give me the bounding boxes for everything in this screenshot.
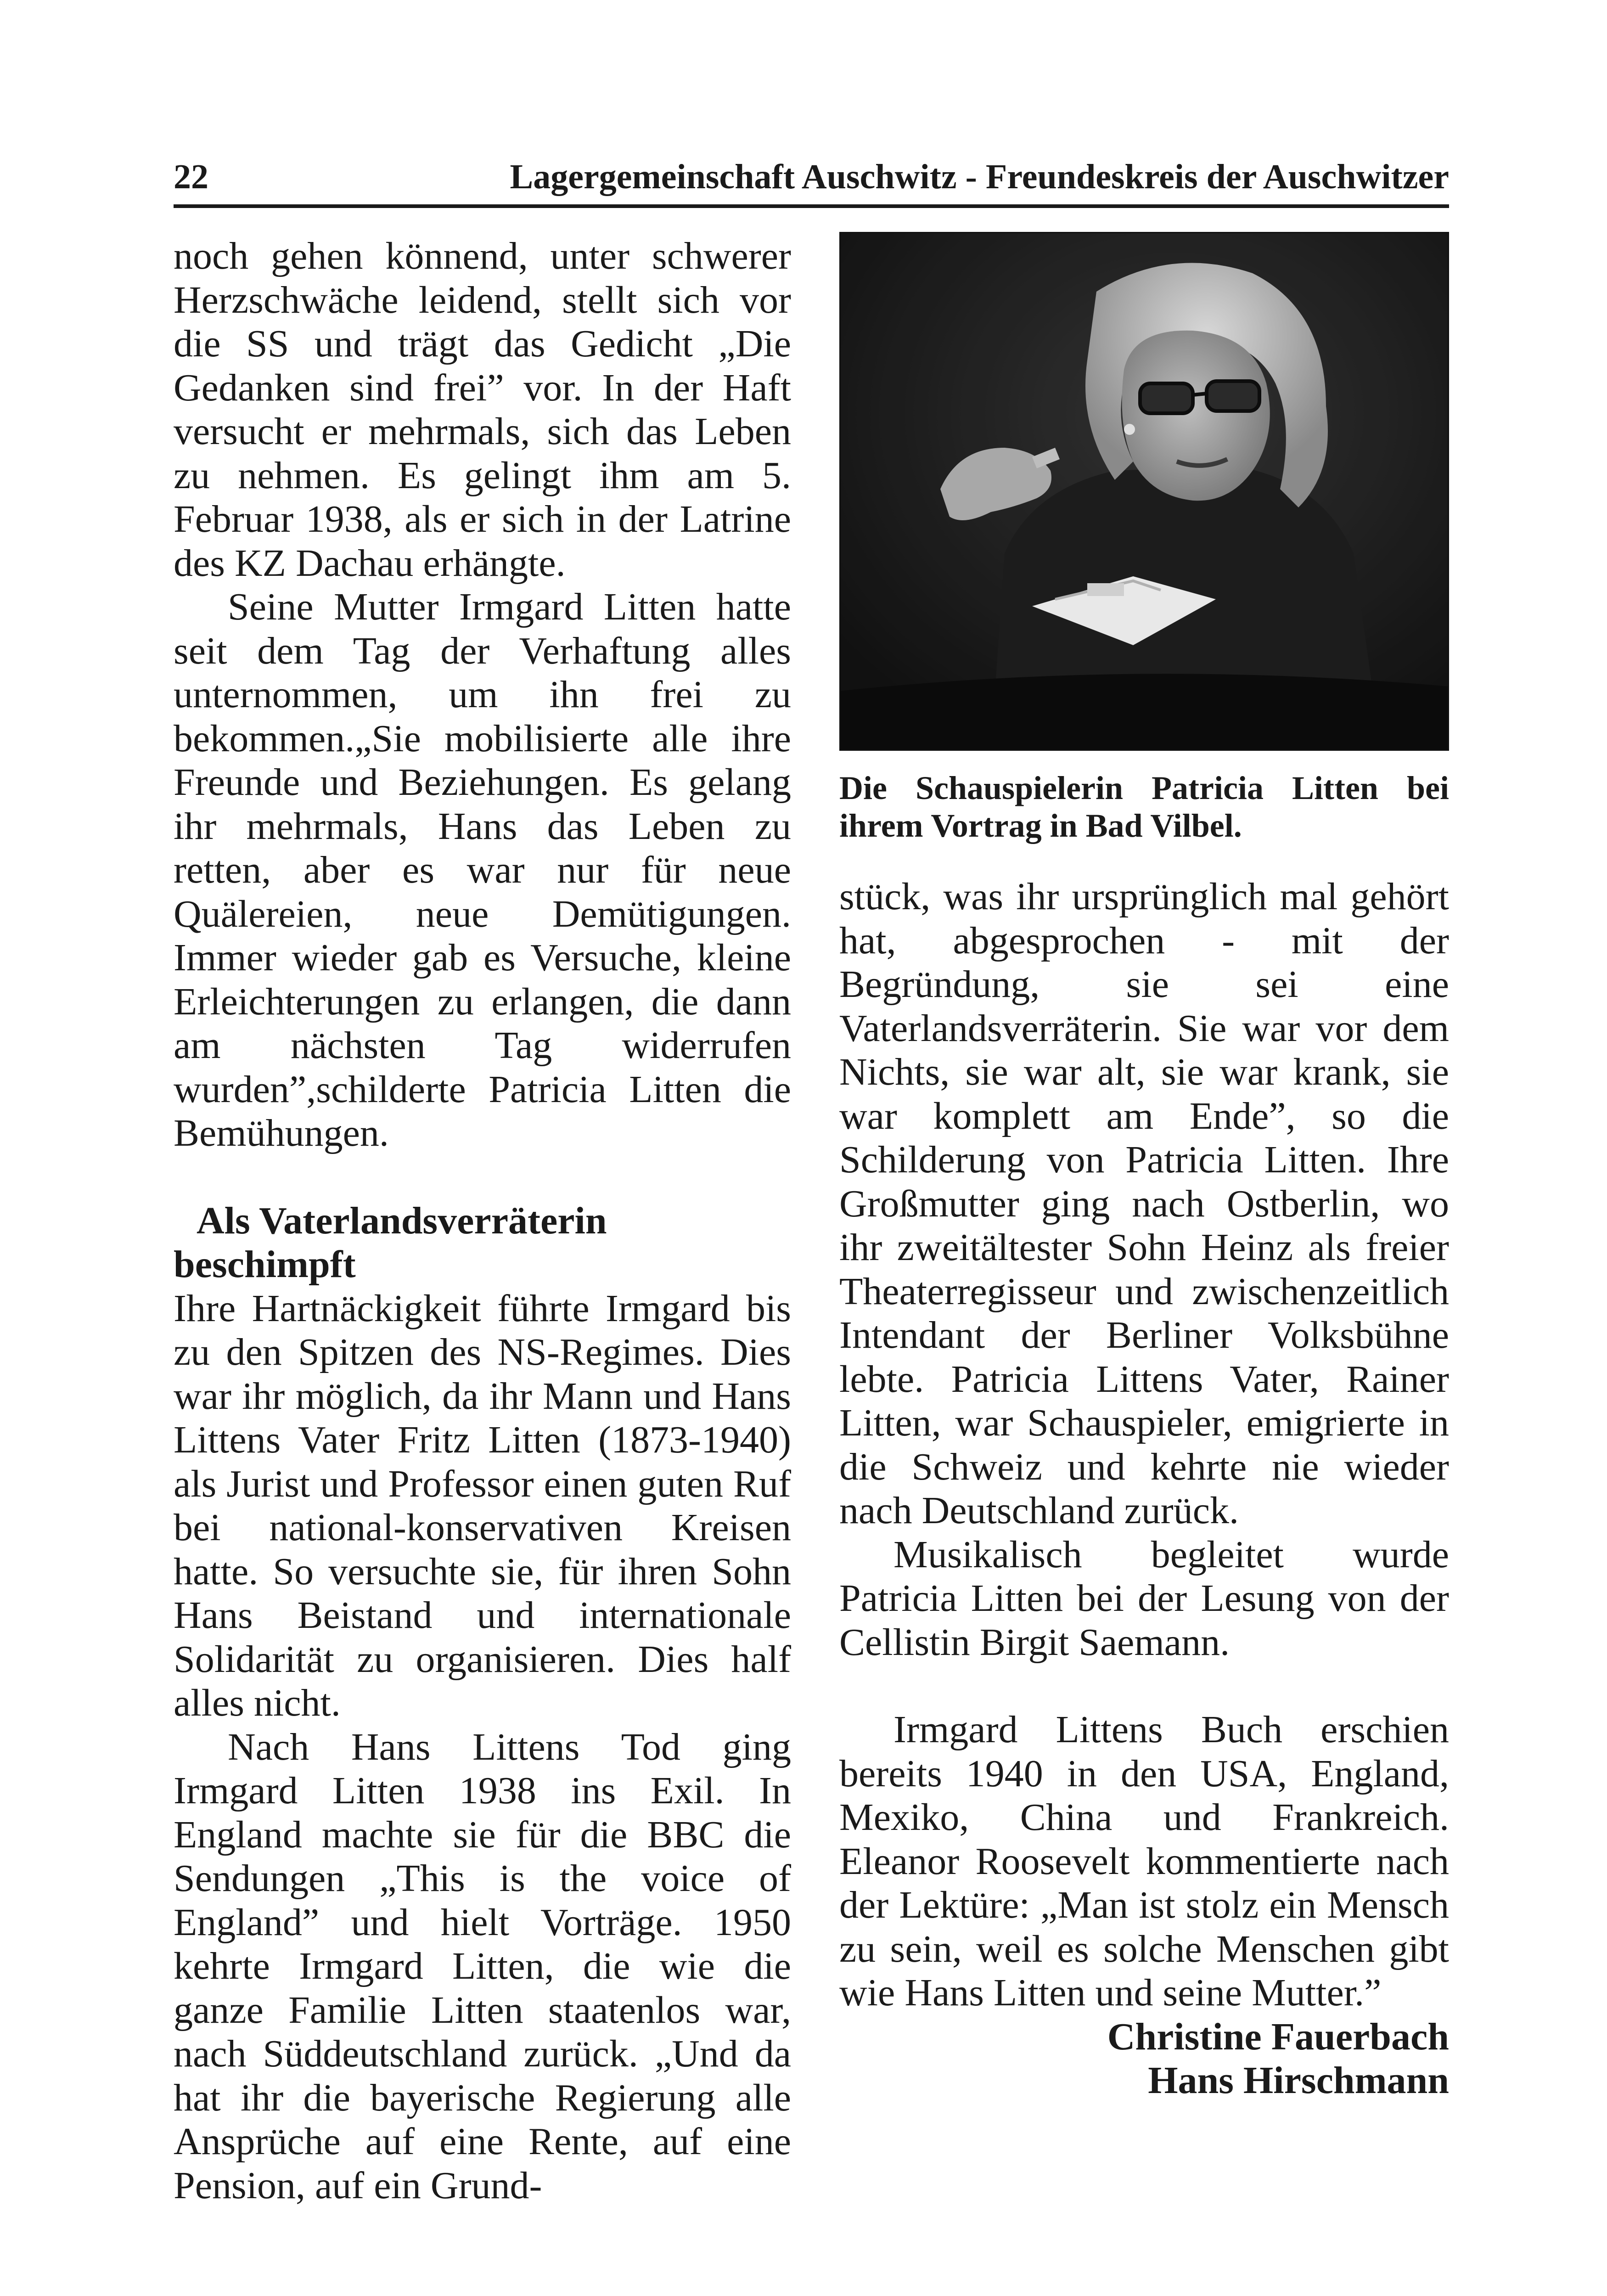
- author-name: Hans Hirschmann: [1148, 2059, 1449, 2102]
- photo-image: [839, 232, 1449, 751]
- paragraph: noch gehen könnend, unter schwerer Herzschwäche leidend, stellt sich vor die SS und trägt das Gedicht „Die Gedanken sind frei” vor. In der Haft versucht er mehrmals, sich das Leben zu nehmen. Es gelingt ihm am 5. Februar 1938, als er sich in der Latrine des KZ Dachau erhängte.: [174, 235, 791, 585]
- photo-caption: Die Schauspielerin Patricia Litten bei ihrem Vortrag in Bad Vilbel.: [839, 770, 1449, 844]
- paragraph-gap: [174, 1155, 791, 1199]
- paragraph: Nach Hans Littens Tod ging Irmgard Litten 1938 ins Exil. In England machte sie für die BBC die Sendungen „This is the voice of England” und hielt Vorträge. 1950 kehrte Irmgard Litten, die wie die ganze Familie Litten staatenlos war, nach Süddeutschland zurück. „Und da hat ihr die bayerische Regierung alle Ansprüche auf eine Rente, auf eine Pension, auf ein Grund-: [174, 1725, 791, 2207]
- author-name: Christine Fauerbach: [1107, 2015, 1449, 2058]
- page-header: [174, 154, 1449, 208]
- right-column: [839, 875, 1449, 2103]
- paragraph: Musikalisch begleitet wurde Patricia Litten bei der Lesung von der Cellistin Birgit Saemann.: [839, 1533, 1449, 1664]
- photo-patricia-litten: [839, 232, 1449, 751]
- subheading: Als Vaterlandsverräterin beschimpft: [174, 1199, 607, 1286]
- running-title: Lagergemeinschaft Auschwitz - Freundeskreis der Auschwitzer: [510, 158, 1449, 196]
- page-number: 22: [174, 158, 208, 196]
- left-column: [174, 234, 791, 2207]
- paragraph: Irmgard Littens Buch erschien bereits 1940 in den USA, England, Mexiko, China und Frankreich. Eleanor Roosevelt kommentierte nach der Lektüre: „Man ist stolz ein Mensch zu sein, weil es solche Menschen gibt wie Hans Litten und seine Mutter.”: [839, 1708, 1449, 2014]
- paragraph-gap: [839, 1664, 1449, 1708]
- paragraph: Seine Mutter Irmgard Litten hatte seit dem Tag der Verhaftung alles unternommen, um ihn frei zu bekommen.„Sie mobilisierte alle ihre Freunde und Beziehungen. Es gelang ihr mehrmals, Hans das Leben zu retten, aber es war nur für neue Quälereien, neue Demütigungen. Immer wieder gab es Versuche, kleine Erleichterungen zu erlangen, die dann am nächsten Tag widerrufen wurden”,schilderte Patricia Litten die Bemühungen.: [174, 585, 791, 1154]
- paragraph: stück, was ihr ursprünglich mal gehört hat, abgesprochen - mit der Begründung, sie sei eine Vaterlandsverräterin. Sie war vor dem Nichts, sie war alt, sie war krank, sie war komplett am Ende”, so die Schilderung von Patricia Litten. Ihre Großmutter ging nach Ostberlin, wo ihr zweitältester Sohn Heinz als freier Theaterregisseur und zwischenzeitlich Intendant der Berliner Volksbühne lebte. Patricia Littens Vater, Rainer Litten, war Schauspieler, emigrierte in die Schweiz und kehrte nie wieder nach Deutschland zurück.: [839, 875, 1449, 1532]
- paragraph: Ihre Hartnäckigkeit führte Irmgard bis zu den Spitzen des NS-Regimes. Dies war ihr möglich, da ihr Mann und Hans Littens Vater Fritz Litten (1873-1940) als Jurist und Professor einen guten Ruf bei national-konservativen Kreisen hatte. So versuchte sie, für ihren Sohn Hans Beistand und internationale Solidarität zu organisieren. Dies half alles nicht.: [174, 1287, 791, 1724]
